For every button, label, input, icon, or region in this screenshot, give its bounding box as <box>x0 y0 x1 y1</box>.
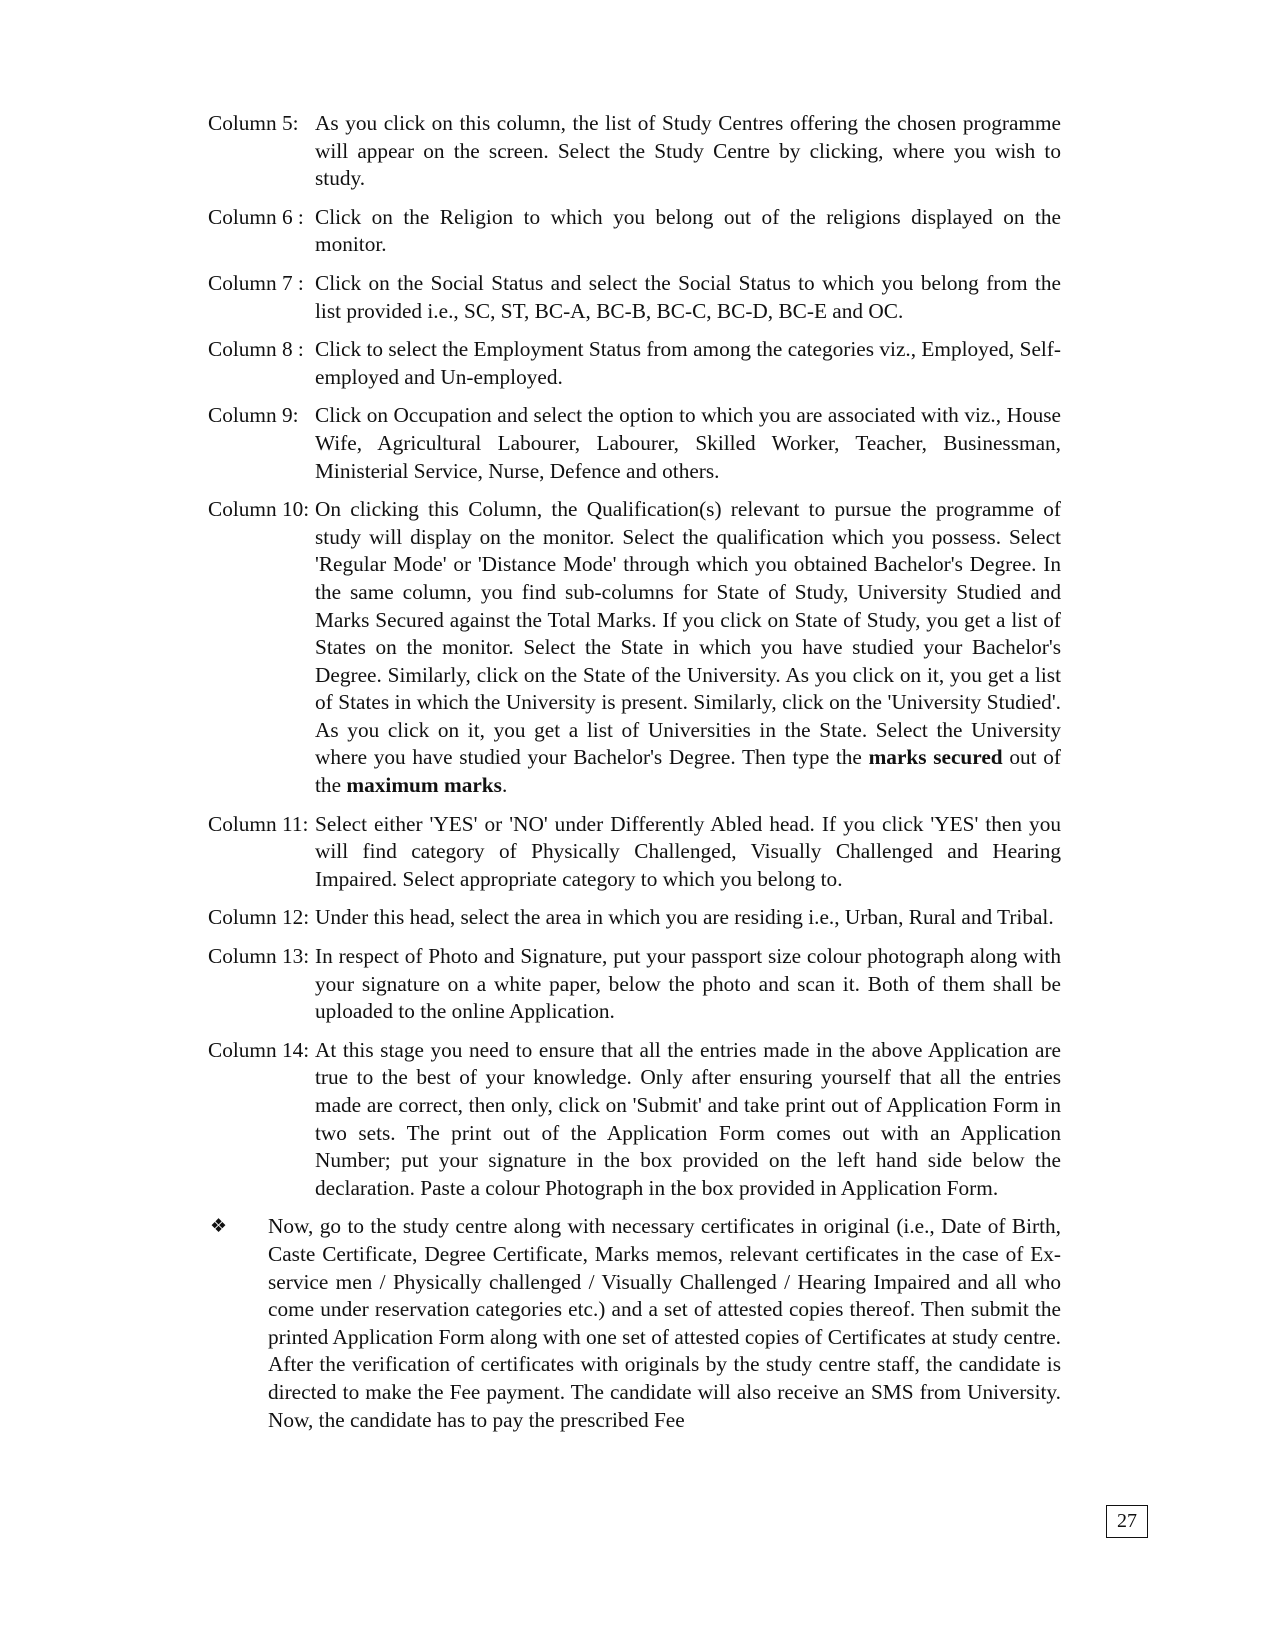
column-14-entry <box>208 1037 1061 1203</box>
entry-label: Column 8 : <box>208 337 304 362</box>
entry-text: Click on Occupation and select the option to which you are associated with viz., House Wife, Agricultural Labourer, Labourer, Skilled Worker, Teacher, Businessman, Ministerial Service, Nurse, Defence and others. <box>315 403 1061 483</box>
instructions-body <box>208 110 1061 1434</box>
page-number: 27 <box>1117 1510 1137 1532</box>
entry-text: out of the <box>315 745 1061 798</box>
column-8-entry <box>208 336 1061 391</box>
bold-text: maximum marks <box>346 773 502 798</box>
entry-label: Column 6 : <box>208 204 304 229</box>
entry-text: As you click on this column, the list of Study Centres offering the chosen programme will appear on the screen. Select the Study Centre by clicking, where you wish to study. <box>315 111 1061 191</box>
entry-label: Column 14: <box>208 1037 310 1062</box>
entry-text: Click on the Social Status and select the Social Status to which you belong from the list provided i.e., SC, ST, BC-A, BC-B, BC-C, BC-D, BC-E and OC. <box>315 270 1061 323</box>
page-number-box <box>1106 1505 1148 1538</box>
entry-text: Select either 'YES' or 'NO' under Differently Abled head. If you click 'YES' then you will find category of Physically Challenged, Visually Challenged and Hearing Impaired. Select appropriate category to which you belong to. <box>315 811 1061 891</box>
entry-text: On clicking this Column, the Qualification(s) relevant to pursue the programme of study will display on the monitor. Select the qualification which you possess. Select 'Regular Mode' or 'Distance Mode' through which you obtained Bachelor's Degree. In the same column, you find sub-columns for State of Study, University Studied and Marks Secured against the Total Marks. If you click on State of Study, you get a list of States on the monitor. Select the State in which you have studied your Bachelor's Degree. Similarly, click on the State of the University. As you click on it, you get a list of States in which the University is present. Similarly, click on the 'University Studied'. As you click on it, you get a list of Universities in the State. Select the University where you have studied your Bachelor's Degree. Then type the <box>315 497 1061 770</box>
entry-label: Column 11: <box>208 811 309 836</box>
diamond-bullet-icon: ❖ <box>210 1215 228 1238</box>
column-12-entry <box>208 904 1061 932</box>
bullet-paragraph <box>208 1213 1061 1434</box>
column-11-entry <box>208 811 1061 894</box>
column-5-entry <box>208 110 1061 193</box>
column-13-entry <box>208 943 1061 1026</box>
entry-text: In respect of Photo and Signature, put your passport size colour photograph along with your signature on a white paper, below the photo and scan it. Both of them shall be uploaded to the online Application. <box>315 944 1061 1024</box>
bold-text: marks secured <box>868 745 1003 770</box>
column-10-entry <box>208 496 1061 800</box>
entry-label: Column 5: <box>208 111 299 135</box>
column-9-entry <box>208 402 1061 485</box>
entry-label: Column 9: <box>208 403 299 428</box>
entry-label: Column 13: <box>208 944 310 969</box>
bullet-text: Now, go to the study centre along with necessary certificates in original (i.e., Date of Birth, Caste Certificate, Degree Certificate, Marks memos, relevant certificates in the case of Ex-service men / Physically challenged / Visually Challenged / Hearing Impaired and all who come under reservation categories etc.) and a set of attested copies thereof. Then submit the printed Application Form along with one set of attested copies of Certificates at study centre. After the verification of certificates with originals by the study centre staff, the candidate is directed to make the Fee payment. The candidate will also receive an SMS from University. Now, the candidate has to pay the prescribed Fee <box>268 1214 1061 1432</box>
entry-text: Under this head, select the area in which you are residing i.e., Urban, Rural and Tribal. <box>315 905 1054 930</box>
entry-text: Click to select the Employment Status from among the categories viz., Employed, Self-employed and Un-employed. <box>315 337 1061 389</box>
entry-text: . <box>501 773 508 798</box>
entry-label: Column 12: <box>208 905 310 930</box>
entry-label: Column 7 : <box>208 270 304 295</box>
column-7-entry <box>208 270 1061 325</box>
entry-text: At this stage you need to ensure that all the entries made in the above Application are true to the best of your knowledge. Only after ensuring yourself that all the entries made are correct, then only, click on 'Submit' and take print out of Application Form in two sets. The print out of the Application Form comes out with an Application Number; put your signature in the box provided on the left hand side below the declaration. Paste a colour Photograph in the box provided in Application Form. <box>315 1037 1061 1200</box>
entry-label: Column 10: <box>208 497 310 522</box>
entry-text: Click on the Religion to which you belong out of the religions displayed on the monitor. <box>315 204 1061 257</box>
column-6-entry <box>208 204 1061 259</box>
